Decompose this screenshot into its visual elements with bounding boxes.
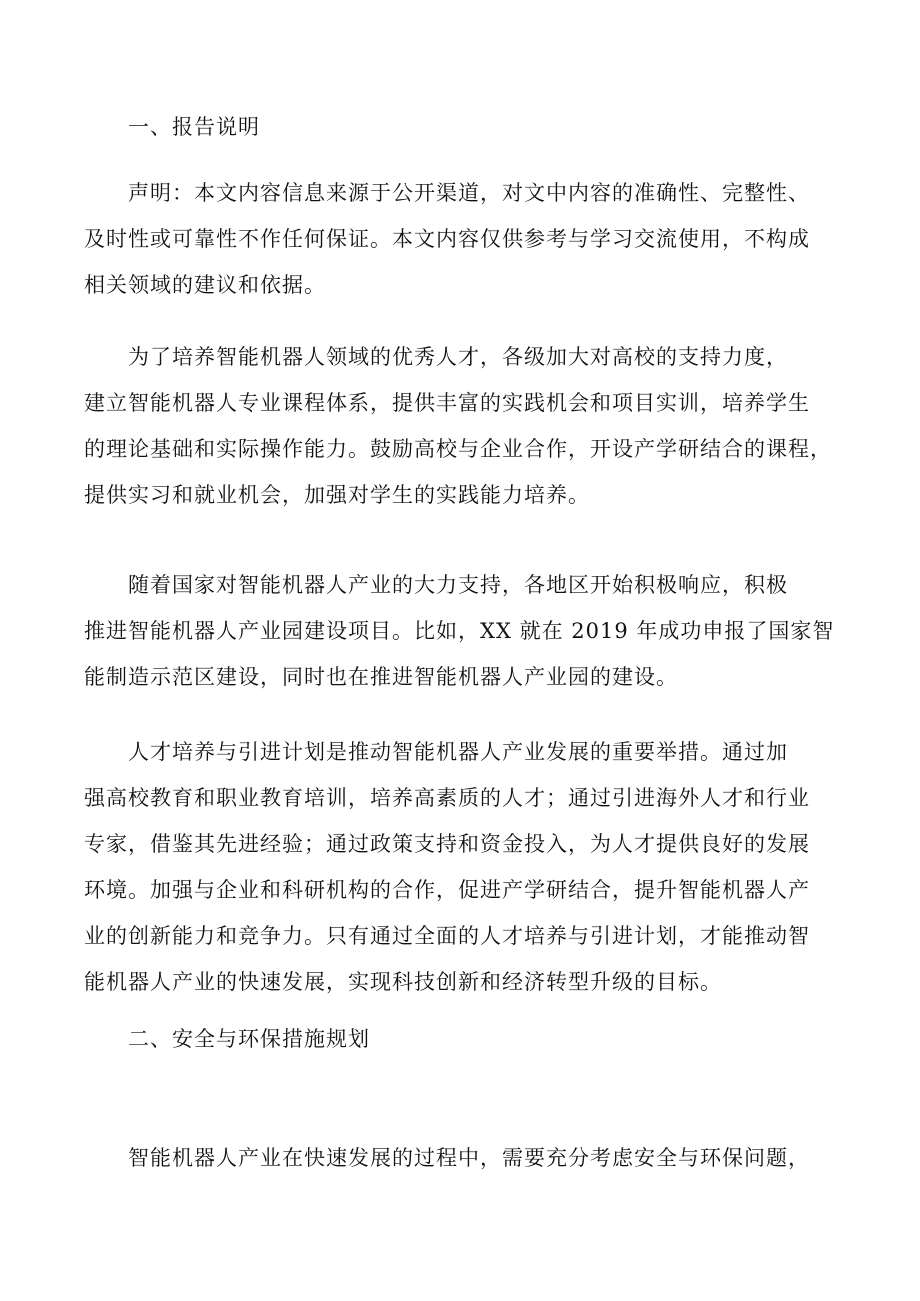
- industrial-park-paragraph: [84, 562, 859, 700]
- paragraph-line: 声明：本文内容信息来源于公开渠道，对文中内容的准确性、完整性、: [128, 181, 810, 205]
- section-heading-1: [84, 104, 859, 150]
- paragraph-line: 的理论基础和实际操作能力。鼓励高校与企业合作，开设产学研结合的课程，: [84, 437, 832, 461]
- heading-text: 二、安全与环保措施规划: [128, 1027, 370, 1051]
- paragraph-line: 人才培养与引进计划是推动智能机器人产业发展的重要举措。通过加: [128, 740, 788, 764]
- paragraph-line: 业的创新能力和竞争力。只有通过全面的人才培养与引进计划，才能推动智: [84, 924, 810, 948]
- talent-training-paragraph: [84, 334, 859, 518]
- paragraph-line: 能机器人产业的快速发展，实现科技创新和经济转型升级的目标。: [84, 970, 722, 994]
- paragraph-line: 及时性或可靠性不作任何保证。本文内容仅供参考与学习交流使用，不构成: [84, 227, 810, 251]
- paragraph-line: 强高校教育和职业教育培训，培养高素质的人才；通过引进海外人才和行业: [84, 786, 810, 810]
- paragraph-line: 专家，借鉴其先进经验；通过政策支持和资金投入，为人才提供良好的发展: [84, 832, 810, 856]
- paragraph-line: 智能机器人产业在快速发展的过程中，需要充分考虑安全与环保问题，: [128, 1146, 810, 1170]
- talent-plan-paragraph: [84, 729, 859, 1005]
- safety-paragraph: [84, 1135, 859, 1181]
- paragraph-line: 环境。加强与企业和科研机构的合作，促进产学研结合，提升智能机器人产: [84, 878, 810, 902]
- paragraph-line: 能制造示范区建设，同时也在推进智能机器人产业园的建设。: [84, 665, 678, 689]
- paragraph-line: 随着国家对智能机器人产业的大力支持，各地区开始积极响应，积极: [128, 573, 788, 597]
- paragraph-line: 建立智能机器人专业课程体系，提供丰富的实践机会和项目实训，培养学生: [84, 391, 810, 415]
- paragraph-line: 相关领域的建议和依据。: [84, 273, 326, 297]
- paragraph-line: 为了培养智能机器人领域的优秀人才，各级加大对高校的支持力度，: [128, 345, 788, 369]
- section-heading-2: [84, 1016, 859, 1062]
- disclaimer-paragraph: [84, 170, 859, 308]
- heading-text: 一、报告说明: [128, 115, 260, 139]
- paragraph-line: 推进智能机器人产业园建设项目。比如，XX 就在 2019 年成功申报了国家智: [84, 619, 835, 643]
- paragraph-line: 提供实习和就业机会，加强对学生的实践能力培养。: [84, 483, 590, 507]
